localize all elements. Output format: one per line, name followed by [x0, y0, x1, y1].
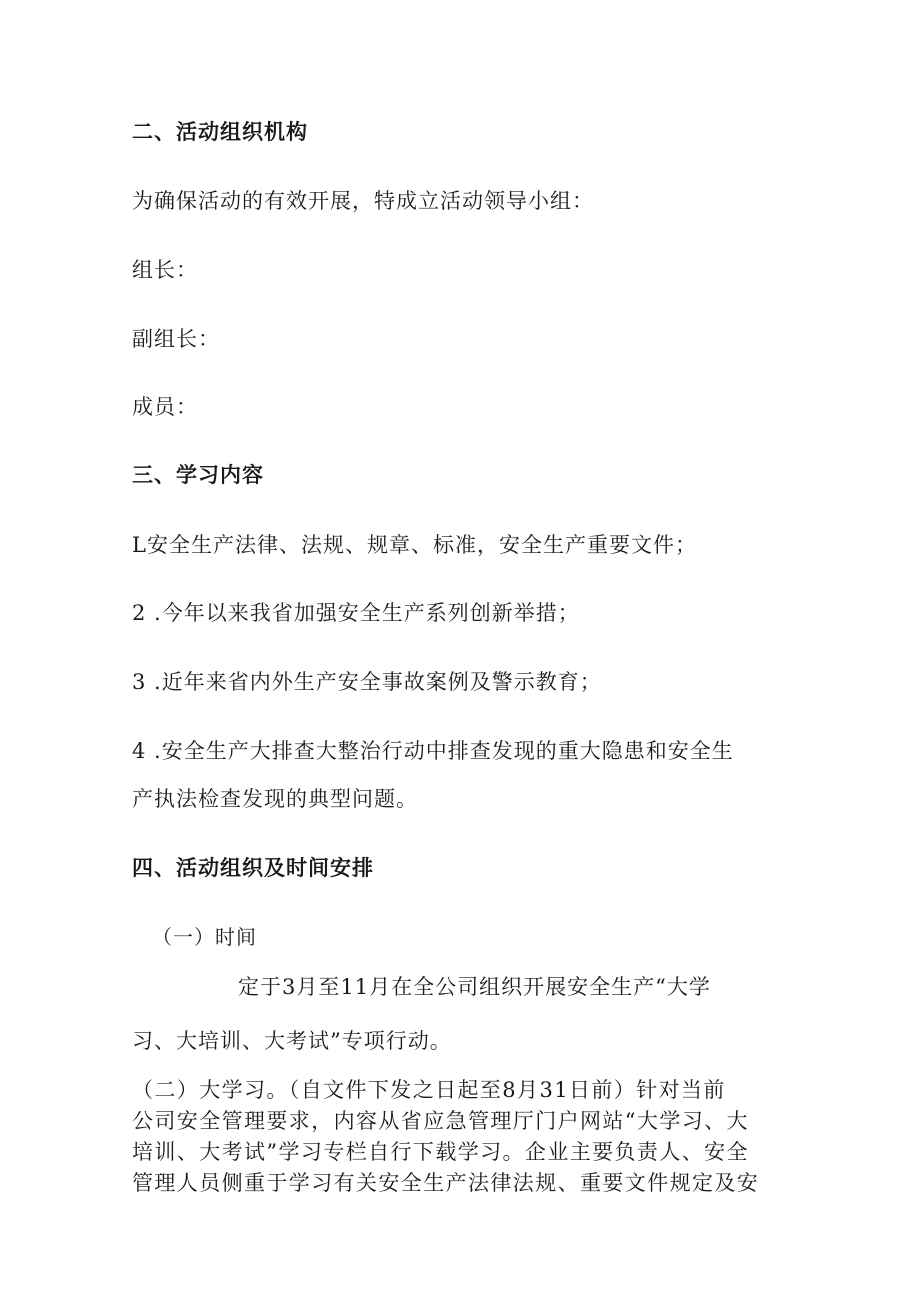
label-deputy-leader: 副组长：: [132, 327, 220, 351]
paragraph-time-line-1: 定于3月至11月在全公司组织开展安全生产“大学: [238, 975, 711, 999]
paragraph-study-line-4: 管理人员侧重于学习有关安全生产法律法规、重要文件规定及安: [132, 1171, 760, 1195]
paragraph-study-line-3: 培训、大考试”学习专栏自行下载学习。企业主要负责人、安全: [132, 1140, 749, 1164]
label-members: 成员：: [132, 395, 198, 419]
label-leader: 组长：: [132, 258, 198, 282]
section-heading-organization: 二、活动组织机构: [132, 120, 308, 144]
paragraph-study-line-1: （二）大学习。（自文件下发之日起至8月31日前）针对当前: [132, 1078, 726, 1102]
paragraph-study-line-2: 公司安全管理要求，内容从省应急管理厅门户网站“大学习、大: [132, 1109, 749, 1133]
list-item-1: L安全生产法律、法规、规章、标准，安全生产重要文件；: [132, 533, 697, 557]
paragraph-org-intro: 为确保活动的有效开展，特成立活动领导小组：: [132, 189, 594, 213]
subheading-time: （一）时间: [152, 925, 257, 949]
section-heading-content: 三、学习内容: [132, 463, 264, 487]
list-item-2: 2 .今年以来我省加强安全生产系列创新举措；: [132, 601, 580, 625]
list-item-4-line-2: 产执法检查发现的典型问题。: [132, 787, 418, 811]
list-item-4-line-1: 4 .安全生产大排查大整治行动中排查发现的重大隐患和安全生: [132, 739, 734, 763]
section-heading-schedule: 四、活动组织及时间安排: [132, 856, 374, 880]
paragraph-time-line-2: 习、大培训、大考试”专项行动。: [132, 1029, 452, 1053]
list-item-3: 3 .近年来省内外生产安全事故案例及警示教育；: [132, 670, 602, 694]
